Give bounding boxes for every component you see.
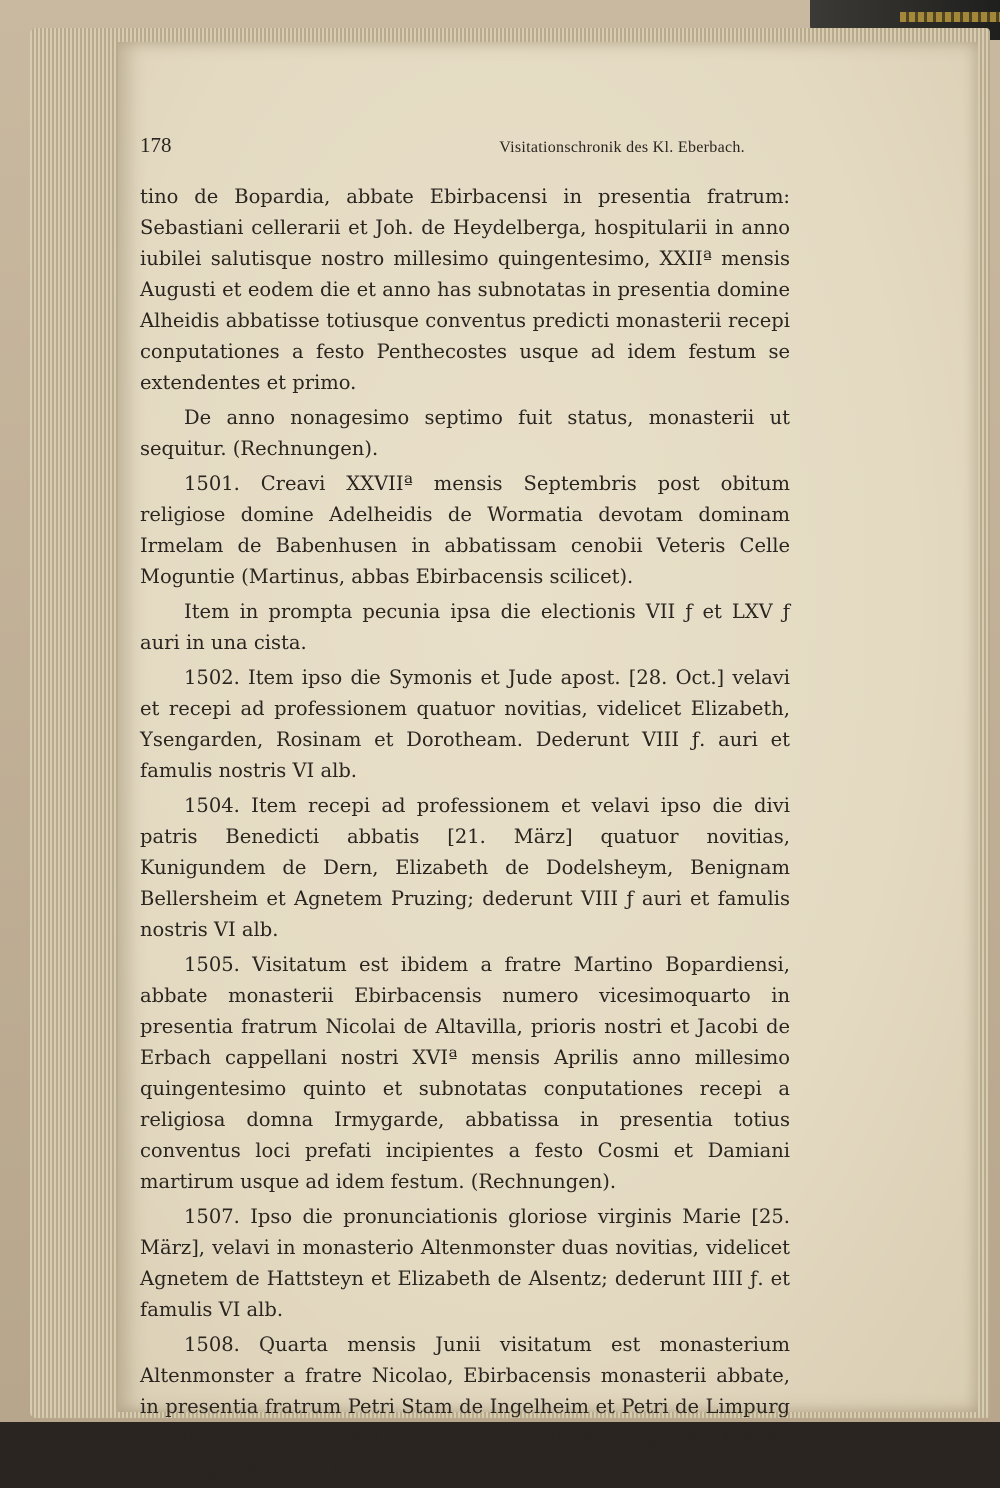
spine-gilt-decoration (900, 12, 1000, 22)
paragraph-1507: 1507. Ipso die pronunciationis gloriose virginis Marie [25. März], velavi in monasterio Altenmonster duas novitias, videlicet Agnetem de Hattsteyn et Elizabeth de Alsentz; dederunt IIII ƒ. et famulis VI alb. (140, 1205, 790, 1321)
paragraph-1508: 1508. Quarta mensis Junii visitatum est monasterium Altenmonster a fratre Nicolao, Ebirbacensis monasterii abbate, in presentia fratrum Petri Stam de Ingelheim et Petri de Limpurg et subnotate conputationes facte sunt a religiosa domina Yrmengarde, abbatissa (140, 1333, 790, 1480)
paragraph-1504: 1504. Item recepi ad professionem et velavi ipso die divi patris Benedicti abbatis [21. März] quatuor novitias, Kunigundem de Dern, Elizabeth de Dodelsheym, Benignam Bellersheim et Agnetem Pruzing; dederunt VIII ƒ auri et famulis nostris VI alb. (140, 794, 790, 941)
paragraph-1505: 1505. Visitatum est ibidem a fratre Martino Bopardiensi, abbate monasterii Ebirbacensis numero vicesimoquarto in presentia fratrum Nicolai de Altavilla, prioris nostri et Jacobi de Erbach cappellani nostri XVIª mensis Aprilis anno millesimo quingentesimo quinto et subnotatas conputationes recepi a religiosa domna Irmygarde, abbatissa in presentia totius conventus loci prefati incipientes a festo Cosmi et Damiani martirum usque ad idem festum. (Rechnungen). (140, 953, 790, 1193)
paragraph-status: De anno nonagesimo septimo fuit status, monasterii ut sequitur. (Rechnungen). (140, 406, 790, 460)
page-header (140, 130, 790, 163)
page-number: 178 (140, 133, 172, 157)
paragraph-continuation: tino de Bopardia, abbate Ebirbacensi in presentia fratrum: Sebastiani cellerarii et Joh. de Heydelberga, hospitularii in anno iubilei salutisque nostro millesimo quingentesimo, XXIIª mensis Augusti et eodem die et anno has subnotatas in presentia domine Alheidis abbatisse totiusque conventus predicti monasterii recepi conputationes a festo Penthecostes usque ad idem festum se extendentes et primo. (140, 185, 790, 394)
paragraph-1502: 1502. Item ipso die Symonis et Jude apost. [28. Oct.] velavi et recepi ad professionem quatuor novitias, videlicet Elizabeth, Ysengarden, Rosinam et Dorotheam. Dederunt VIII ƒ. auri et famulis nostris VI alb. (140, 666, 790, 782)
paragraph-pecunia: Item in prompta pecunia ipsa die electionis VII ƒ et LXV ƒ auri in una cista. (140, 600, 790, 654)
paragraph-1501: 1501. Creavi XXVIIª mensis Septembris post obitum religiose domine Adelheidis de Wormatia devotam dominam Irmelam de Babenhusen in abbatissam cenobii Veteris Celle Moguntie (Martinus, abbas Ebirbacensis scilicet). (140, 472, 790, 588)
running-head: Visitationschronik des Kl. Eberbach. (499, 139, 745, 156)
page-text (140, 130, 790, 1488)
